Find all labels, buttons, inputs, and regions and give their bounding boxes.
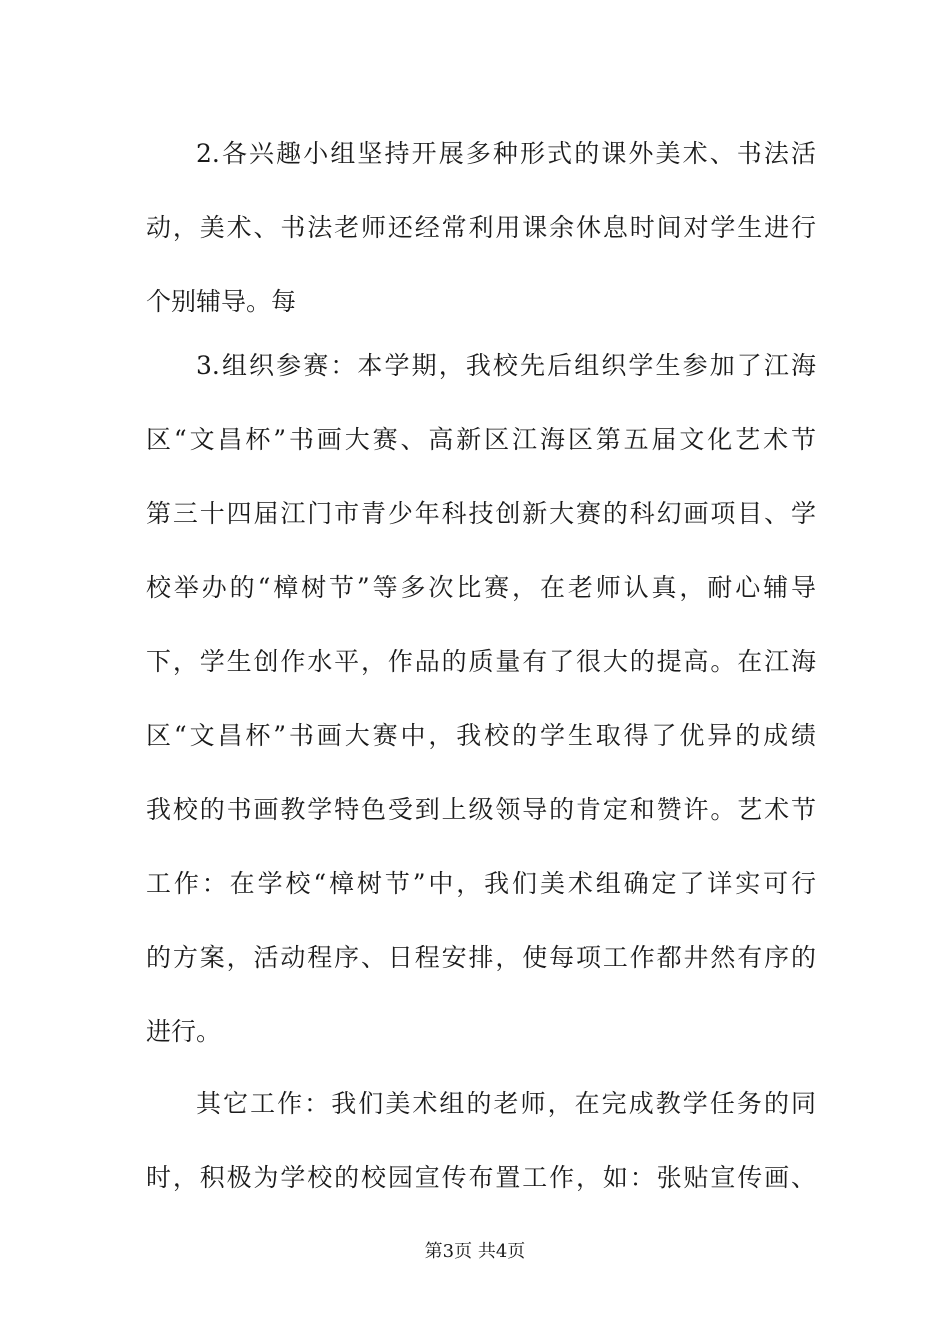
paragraph-line: 进行。 <box>146 1017 222 1046</box>
paragraph-line: 个别辅导。每 <box>146 287 297 316</box>
paragraph-line: 校举办的“樟树节”等多次比赛，在老师认真，耐心辅导 <box>146 573 816 602</box>
paragraph-line: 2.各兴趣小组坚持开展多种形式的课外美术、书法活 <box>196 139 816 168</box>
paragraph-line: 工作：在学校“樟树节”中，我们美术组确定了详实可行 <box>146 869 816 898</box>
paragraph-line: 的方案，活动程序、日程安排，使每项工作都井然有序的 <box>146 943 816 972</box>
paragraph-line: 我校的书画教学特色受到上级领导的肯定和赞许。艺术节 <box>146 795 816 824</box>
paragraph-line: 区“文昌杯”书画大赛、高新区江海区第五届文化艺术节 <box>146 425 816 454</box>
page-footer: 第3页 共4页 <box>424 1241 526 1262</box>
paragraph-line: 其它工作：我们美术组的老师，在完成教学任务的同 <box>196 1089 816 1118</box>
paragraph-line: 3.组织参赛：本学期，我校先后组织学生参加了江海 <box>196 351 816 380</box>
paragraph-line: 区“文昌杯”书画大赛中，我校的学生取得了优异的成绩 <box>146 721 816 750</box>
paragraph-line: 下，学生创作水平，作品的质量有了很大的提高。在江海 <box>146 647 816 676</box>
paragraph-line: 第三十四届江门市青少年科技创新大赛的科幻画项目、学 <box>146 499 816 528</box>
paragraph-line: 时，积极为学校的校园宣传布置工作，如：张贴宣传画、 <box>146 1163 816 1192</box>
paragraph-line: 动，美术、书法老师还经常利用课余休息时间对学生进行 <box>146 213 816 242</box>
